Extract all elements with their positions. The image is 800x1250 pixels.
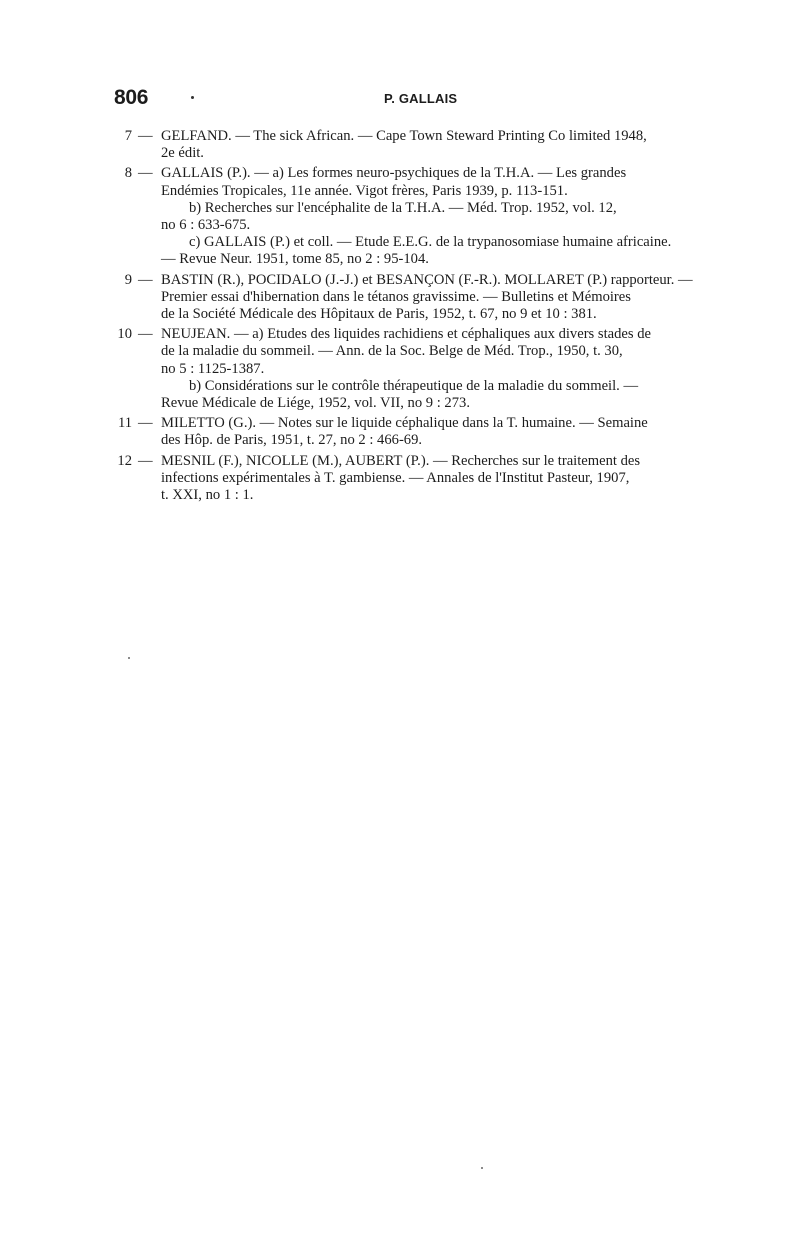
reference-dash: — bbox=[138, 271, 153, 288]
reference-number-value: 11 bbox=[117, 415, 132, 432]
reference-number-value: 7 bbox=[124, 128, 132, 144]
reference-line: GELFAND. — The sick African. — Cape Town Steward Printing Co limited 1948, bbox=[161, 128, 647, 144]
reference-line: Revue Médicale de Liége, 1952, vol. VII, no 9 : 273. bbox=[161, 395, 470, 412]
reference-line: b) Recherches sur l'encéphalite de la T.H.A. — Méd. Trop. 1952, vol. 12, bbox=[189, 199, 617, 216]
reference-line: no 6 : 633-675. bbox=[161, 217, 251, 234]
reference-item bbox=[112, 128, 742, 162]
reference-line: infections expérimentales à T. gambiense. — Annales de l'Institut Pasteur, 1907, bbox=[161, 469, 630, 486]
reference-line: b) Considérations sur le contrôle thérapeutique de la maladie du sommeil. — bbox=[189, 377, 639, 394]
page-number: 806 bbox=[114, 86, 149, 109]
reference-line: c) GALLAIS (P.) et coll. — Etude E.E.G. de la trypanosomiase humaine africaine. bbox=[189, 234, 672, 251]
print-speck bbox=[481, 1167, 483, 1169]
reference-number-value: 10 bbox=[117, 326, 132, 343]
reference-line: — Revue Neur. 1951, tome 85, no 2 : 95-104. bbox=[161, 251, 429, 268]
reference-number bbox=[112, 453, 156, 470]
reference-dash: — bbox=[138, 452, 153, 469]
reference-number bbox=[112, 165, 156, 182]
reference-number-value: 9 bbox=[124, 271, 132, 288]
reference-item bbox=[112, 415, 742, 449]
reference-number-value: 8 bbox=[124, 165, 132, 182]
reference-line: des Hôp. de Paris, 1951, t. 27, no 2 : 466-69. bbox=[161, 432, 423, 449]
page-header bbox=[0, 84, 800, 114]
reference-line: t. XXI, no 1 : 1. bbox=[161, 487, 254, 504]
reference-number bbox=[112, 128, 156, 145]
reference-item bbox=[112, 453, 742, 505]
reference-list bbox=[112, 128, 742, 507]
reference-number-value: 12 bbox=[117, 452, 132, 469]
reference-dash: — bbox=[138, 165, 153, 182]
reference-line: Premier essai d'hibernation dans le tétanos gravissime. — Bulletins et Mémoires bbox=[161, 288, 631, 305]
reference-number bbox=[112, 415, 156, 432]
reference-dash: — bbox=[138, 326, 153, 343]
print-speck bbox=[128, 657, 130, 659]
reference-line: MILETTO (G.). — Notes sur le liquide céphalique dans la T. humaine. — Semaine bbox=[161, 415, 648, 432]
reference-line: Endémies Tropicales, 11e année. Vigot frères, Paris 1939, p. 113-151. bbox=[161, 182, 568, 199]
reference-line: NEUJEAN. — a) Etudes des liquides rachidiens et céphaliques aux divers stades de bbox=[161, 326, 651, 343]
reference-number bbox=[112, 272, 156, 289]
running-head: P. GALLAIS bbox=[384, 91, 458, 106]
reference-number bbox=[112, 326, 156, 343]
reference-line: de la Société Médicale des Hôpitaux de Paris, 1952, t. 67, no 9 et 10 : 381. bbox=[161, 306, 597, 323]
reference-line: GALLAIS (P.). — a) Les formes neuro-psychiques de la T.H.A. — Les grandes bbox=[161, 165, 627, 182]
reference-line: MESNIL (F.), NICOLLE (M.), AUBERT (P.). — Recherches sur le traitement des bbox=[161, 452, 641, 469]
reference-line: no 5 : 1125-1387. bbox=[161, 360, 265, 377]
reference-dash: — bbox=[138, 415, 153, 432]
reference-line: BASTIN (R.), POCIDALO (J.-J.) et BESANÇON (F.-R.). MOLLARET (P.) rapporteur. — bbox=[161, 271, 693, 288]
reference-line: 2e édit. bbox=[161, 145, 204, 162]
header-dot bbox=[191, 96, 194, 99]
reference-dash: — bbox=[138, 128, 153, 144]
reference-item bbox=[112, 165, 742, 268]
reference-item bbox=[112, 272, 742, 324]
reference-line: de la maladie du sommeil. — Ann. de la Soc. Belge de Méd. Trop., 1950, t. 30, bbox=[161, 343, 623, 360]
reference-item bbox=[112, 326, 742, 412]
